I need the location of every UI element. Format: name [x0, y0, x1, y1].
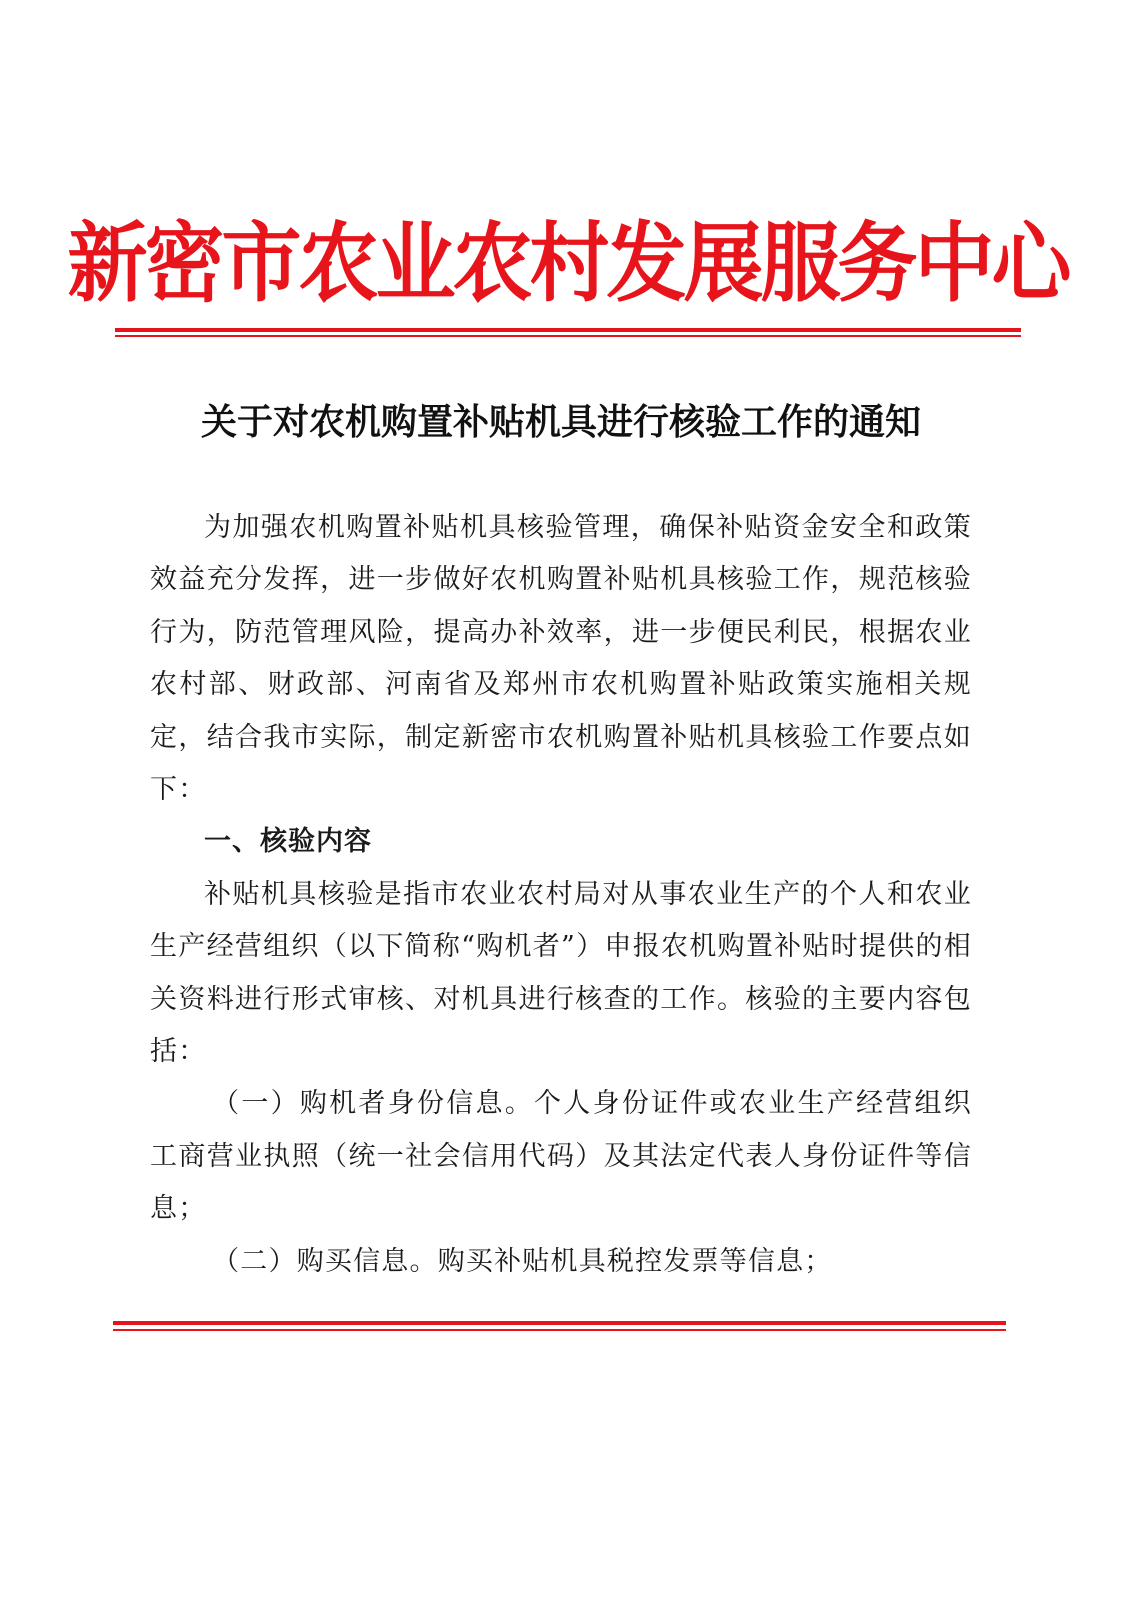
document-title: 关于对农机购置补贴机具进行核验工作的通知 — [200, 401, 921, 443]
footer-divider-thick — [113, 1321, 1006, 1325]
list-item: （一）购机者身份信息。个人身份证件或农业生产经营组织工商营业执照（统一社会信用代码）及其法定代表人身份证件等信息； — [150, 1088, 972, 1225]
section-heading: 一、核验内容 — [204, 826, 372, 858]
document-body — [150, 502, 972, 1288]
list-item: （二）购买信息。购买补贴机具税控发票等信息； — [212, 1245, 833, 1277]
footer-divider-thin — [113, 1329, 1006, 1331]
section-paragraph: 补贴机具核验是指市农业农村局对从事农业生产的个人和农业生产经营组织（以下简称“购机者”）申报农机购置补贴时提供的相关资料进行形式审核、对机具进行核查的工作。核验的主要内容包括： — [150, 878, 972, 1068]
header-divider-thin — [115, 335, 1021, 337]
header-divider-thick — [115, 328, 1021, 332]
organization-header: 新密市农业农村发展服务中心 — [67, 212, 1069, 314]
intro-paragraph: 为加强农机购置补贴机具核验管理，确保补贴资金安全和政策效益充分发挥，进一步做好农机购置补贴机具核验工作，规范核验行为，防范管理风险，提高办补效率，进一步便民利民，根据农业农村部、财政部、河南省及郑州市农机购置补贴政策实施相关规定，结合我市实际，制定新密市农机购置补贴机具核验工作要点如下： — [150, 512, 972, 806]
